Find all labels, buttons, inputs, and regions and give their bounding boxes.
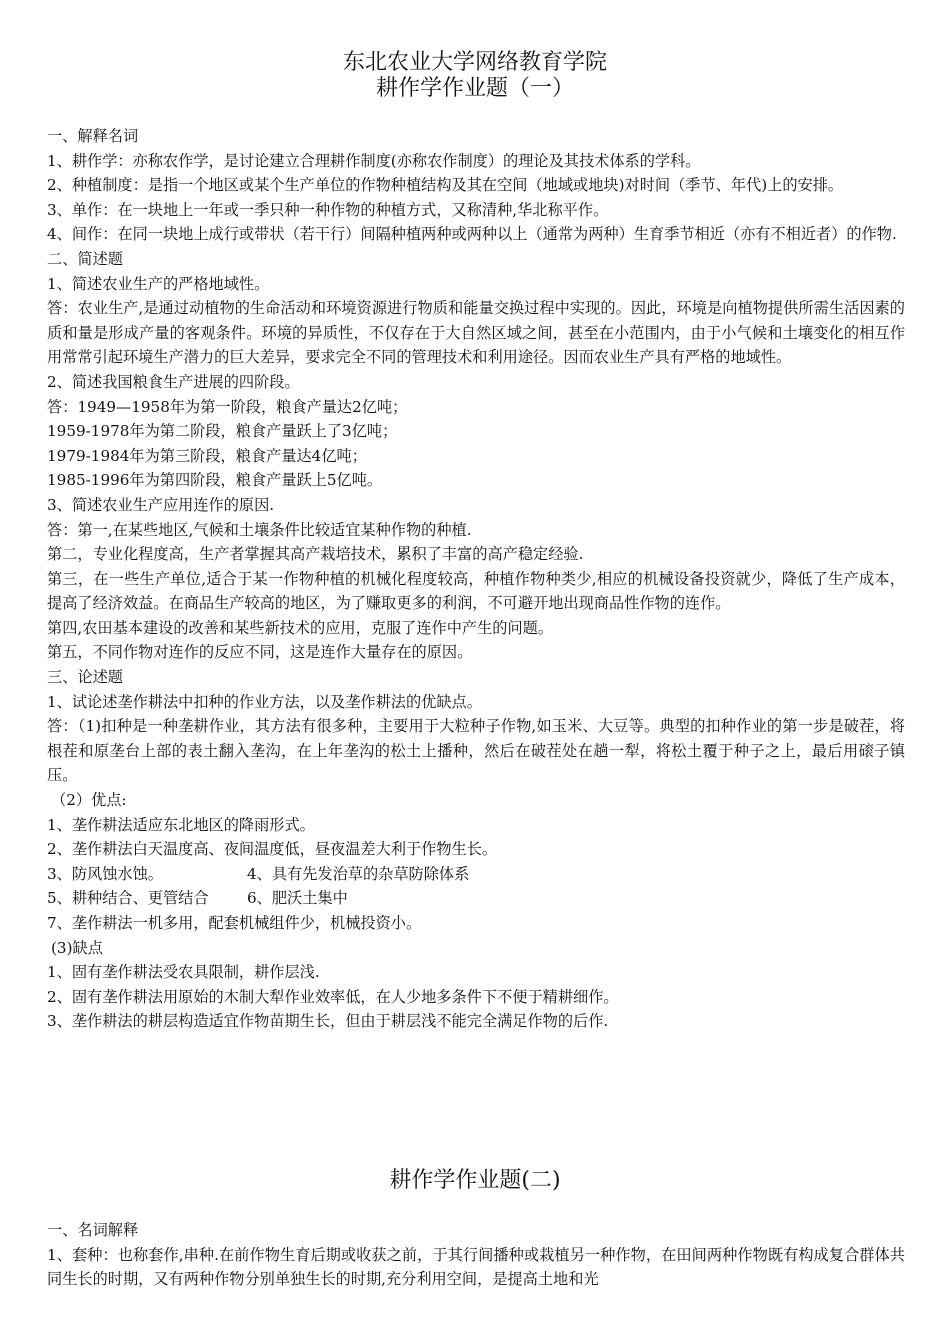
answer-line: 1979-1984年为第三阶段，粮食产量达4亿吨；	[47, 446, 367, 465]
homework-1-title: 耕作学作业题（一）	[375, 76, 574, 101]
school-title: 东北农业大学网络教育学院	[342, 50, 607, 75]
answer-line: 第三，在一些生产单位,适合于某一作物种植的机械化程度较高，种植作物种类少,相应的机械设备投资就少，降低了生产成本，提高了经济效益。在商品生产较高的地区，为了赚取更多的利润，不可避开地出现商品性作物的连作。	[47, 569, 905, 613]
list-item: 7、垄作耕法一机多用，配套机械组件少，机械投资小。	[47, 914, 422, 932]
answer: 答：1949—1958年为第一阶段，粮食产量达2亿吨；	[47, 397, 408, 416]
homework-2-title: 耕作学作业题(二)	[389, 1168, 561, 1193]
sub-heading: (3)缺点	[51, 938, 103, 957]
paragraph: 1、耕作学：亦称农作学，是讨论建立合理耕作制度(亦称农作制度）的理论及其技术体系的学科。	[47, 151, 701, 170]
question: 1、简述农业生产的严格地域性。	[47, 274, 270, 293]
answer-line: 第四,农田基本建设的改善和某些新技术的应用，克服了连作中产生的问题。	[47, 618, 554, 637]
paragraph: 2、种植制度：是指一个地区或某个生产单位的作物种植结构及其在空间（地域或地块)对时间（季节、年代)上的安排。	[47, 176, 844, 195]
list-item: 2、固有垄作耕法用原始的木制大犁作业效率低，在人少地多条件下不便于精耕细作。	[47, 987, 619, 1006]
paragraph: 3、单作：在一块地上一年或一季只种一种作物的种植方式，又称清种,华北称平作。	[47, 200, 609, 219]
answer-line: 第五，不同作物对连作的反应不同，这是连作大量存在的原因。	[47, 643, 473, 662]
answer: 答：（1)扣种是一种垄耕作业，其方法有很多种，主要用于大粒种子作物,如玉米、大豆等。典型的扣种作业的第一步是破茬，将根茬和原垄台上部的表土翻入垄沟，在上年垄沟的松土上播种，然后在破茬处在趟一犁，将松土覆于种子之上，最后用磙子镇压。	[47, 717, 905, 785]
sub-heading: （2）优点:	[51, 791, 127, 810]
list-item: 5、耕种结合、更管结合	[47, 889, 209, 908]
homework-1-body	[47, 124, 905, 1034]
list-item: 1、垄作耕法适应东北地区的降雨形式。	[47, 815, 315, 834]
paragraph: 4、间作：在同一块地上成行或带状（若干行）间隔种植两种或两种以上（通常为两种）生育季节相近（亦有不相近者）的作物.	[47, 225, 897, 244]
list-item: 2、垄作耕法白天温度高、夜间温度低，昼夜温差大利于作物生长。	[47, 840, 498, 859]
list-item: 1、固有垄作耕法受农具限制，耕作层浅.	[47, 963, 320, 982]
question: 2、简述我国粮食生产进展的四阶段。	[47, 372, 300, 391]
list-item: 6、肥沃土集中	[247, 889, 348, 908]
list-item: 3、垄作耕法的耕层构造适宜作物苗期生长，但由于耕层浅不能完全满足作物的后作.	[47, 1012, 609, 1031]
list-item-pair	[47, 862, 905, 887]
answer-line: 第二，专业化程度高，生产者掌握其高产栽培技术，累积了丰富的高产稳定经验.	[47, 545, 584, 564]
list-item: 4、具有先发治草的杂草防除体系	[247, 864, 470, 883]
section-heading: 一、名词解释	[47, 1221, 139, 1239]
section-heading: 三、论述题	[47, 668, 123, 687]
list-item-pair	[47, 886, 905, 911]
section-heading: 二、简述题	[47, 249, 123, 268]
question: 3、简述农业生产应用连作的原因.	[47, 495, 275, 514]
homework-2-body	[47, 1218, 905, 1292]
section-heading: 一、解释名词	[47, 127, 139, 145]
answer-line: 1985-1996年为第四阶段，粮食产量跃上5亿吨。	[47, 471, 383, 490]
answer: 答：农业生产,是通过动植物的生命活动和环境资源进行物质和能量交换过程中实现的。因此，环境是向植物提供所需生活因素的质和量是形成产量的客观条件。环境的异质性，不仅存在于大自然区域之间，甚至在小范围内，由于小气候和土壤变化的相互作用常常引起环境生产潜力的巨大差异，要求完全不同的管理技术和利用途径。因而农业生产具有严格的地域性。	[47, 299, 905, 367]
answer: 答：第一,在某些地区,气候和土壤条件比较适宜某种作物的种植.	[47, 520, 472, 539]
paragraph: 1、套种：也称套作,串种.在前作物生育后期或收获之前，于其行间播种或栽植另一种作物，在田间两种作物既有构成复合群体共同生长的时期，又有两种作物分别单独生长的时期,充分利用空间，是提高土地和光	[47, 1245, 905, 1289]
list-item: 3、防风蚀水蚀。	[47, 864, 163, 883]
answer-line: 1959-1978年为第二阶段，粮食产量跃上了3亿吨；	[47, 422, 398, 441]
question: 1、试论述垄作耕法中扣种的作业方法，以及垄作耕法的优缺点。	[47, 692, 482, 711]
